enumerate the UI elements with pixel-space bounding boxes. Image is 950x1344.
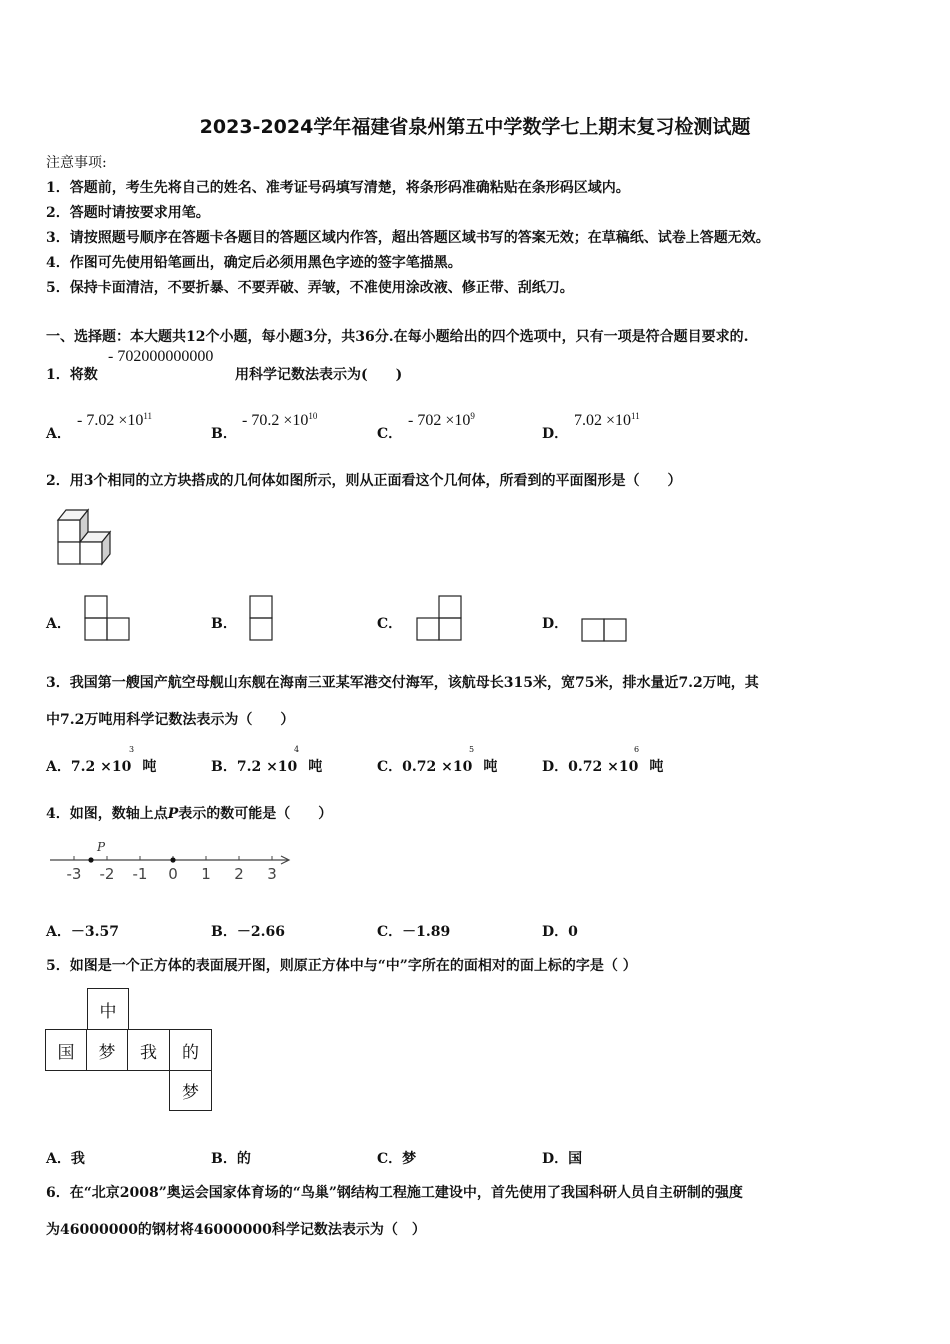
q3-option-b: B．7.2 ×10 4 吨 bbox=[211, 745, 323, 775]
note-item: 5．保持卡面清洁，不要折暴、不要弄破、弄皱，不准使用涂改液、修正带、刮纸刀。 bbox=[46, 280, 574, 296]
net-cell: 国 bbox=[45, 1029, 87, 1071]
q1-option-c: - $702 \times 10^9$ bbox=[408, 411, 475, 429]
origin-dot bbox=[170, 857, 175, 862]
q1-option-b-label: B． bbox=[211, 426, 237, 442]
q4-option-d: D．0 bbox=[542, 924, 578, 940]
axis-tick-label: 3 bbox=[267, 865, 277, 883]
q1-option-b: - $70.2 \times 10^{10}$ bbox=[242, 411, 318, 429]
q4-text: 4．如图，数轴上点P表示的数可能是（ ） bbox=[46, 806, 333, 822]
axis-tick-label: -3 bbox=[66, 865, 82, 883]
q1-number: - 702000000000 bbox=[108, 348, 214, 365]
q6-line2: 为46000000的钢材将46000000科学记数法表示为（ ） bbox=[46, 1222, 426, 1238]
q4-option-b: B．－2.66 bbox=[211, 924, 285, 940]
q2-option-b-figure bbox=[249, 595, 275, 643]
q1-option-a: - $7.02 \times 10^{11}$ bbox=[77, 411, 153, 429]
q5-text: 5．如图是一个正方体的表面展开图，则原正方体中与“中”字所在的面相对的面上标的字是（ ） bbox=[46, 958, 637, 974]
q4-option-c: C．－1.89 bbox=[377, 924, 451, 940]
q1-option-d: $7.02 \times 10^{11}$ bbox=[574, 411, 640, 429]
axis-tick-label: -1 bbox=[132, 865, 148, 883]
note-item: 3．请按照题号顺序在答题卡各题目的答题区域内作答，超出答题区域书写的答案无效；在草稿纸、试卷上答题无效。 bbox=[46, 230, 770, 246]
axis-tick-label: 1 bbox=[201, 865, 211, 883]
q2-option-d-figure bbox=[581, 618, 629, 644]
q2-option-b-label: B． bbox=[211, 616, 237, 632]
net-cell: 梦 bbox=[86, 1029, 128, 1071]
number-line bbox=[50, 838, 295, 886]
note-item: 1．答题前，考生先将自己的姓名、准考证号码填写清楚，将条形码准确粘贴在条形码区域内。 bbox=[46, 180, 630, 196]
q2-option-c-figure bbox=[416, 595, 464, 643]
q5-option-c: C．梦 bbox=[377, 1151, 417, 1167]
axis-tick-label: 0 bbox=[168, 865, 178, 883]
point-p-dot bbox=[88, 857, 93, 862]
net-cell: 的 bbox=[169, 1029, 212, 1071]
q3-option-c: C．0.72 ×10 5 吨 bbox=[377, 745, 498, 775]
q4-option-a: A．－3.57 bbox=[46, 924, 119, 940]
q2-option-c-label: C． bbox=[377, 616, 403, 632]
q3-option-d: D．0.72 ×10 6 吨 bbox=[542, 745, 664, 775]
q1-option-d-label: D． bbox=[542, 426, 569, 442]
axis-tick-label: -2 bbox=[99, 865, 115, 883]
q5-option-a: A．我 bbox=[46, 1151, 85, 1167]
net-cell-bottom: 梦 bbox=[169, 1070, 212, 1111]
note-item: 4．作图可先使用铅笔画出，确定后必须用黑色字迹的签字笔描黑。 bbox=[46, 255, 462, 271]
q1-option-a-label: A． bbox=[46, 426, 71, 442]
q3-option-a: A．7.2 ×10 3 吨 bbox=[46, 745, 157, 775]
q5-option-d: D．国 bbox=[542, 1151, 583, 1167]
q1-suffix: 用科学记数法表示为( ) bbox=[235, 367, 403, 383]
q5-option-b: B．的 bbox=[211, 1151, 251, 1167]
page-title: 2023-2024学年福建省泉州第五中学数学七上期末复习检测试题 bbox=[199, 116, 751, 138]
axis-tick-label: 2 bbox=[234, 865, 244, 883]
q2-option-d-label: D． bbox=[542, 616, 569, 632]
q2-option-a-figure bbox=[84, 595, 132, 643]
net-cell-top: 中 bbox=[87, 988, 129, 1030]
q3-line1: 3．我国第一艘国产航空母舰山东舰在海南三亚某军港交付海军，该航母长315米，宽75米，排水量近7.2万吨，其 bbox=[46, 675, 759, 691]
net-cell: 我 bbox=[127, 1029, 170, 1071]
cube-solid-figure bbox=[56, 506, 120, 568]
q1-option-c-label: C． bbox=[377, 426, 403, 442]
notes-heading: 注意事项: bbox=[46, 155, 107, 171]
q1-prefix: 1．将数 bbox=[46, 367, 98, 383]
q3-line2: 中7.2万吨用科学记数法表示为（ ） bbox=[46, 712, 295, 728]
section-heading: 一、选择题：本大题共12个小题，每小题3分，共36分.在每小题给出的四个选项中，只有一项是符合题目要求的. bbox=[46, 329, 749, 345]
point-p-label: P bbox=[97, 840, 106, 854]
q6-line1: 6．在“北京2008”奥运会国家体育场的“鸟巢”钢结构工程施工建设中，首先使用了我国科研人员自主研制的强度 bbox=[46, 1185, 743, 1201]
q2-text: 2．用3个相同的立方块搭成的几何体如图所示，则从正面看这个几何体，所看到的平面图形是（ ） bbox=[46, 473, 682, 489]
note-item: 2．答题时请按要求用笔。 bbox=[46, 205, 210, 221]
q2-option-a-label: A． bbox=[46, 616, 71, 632]
